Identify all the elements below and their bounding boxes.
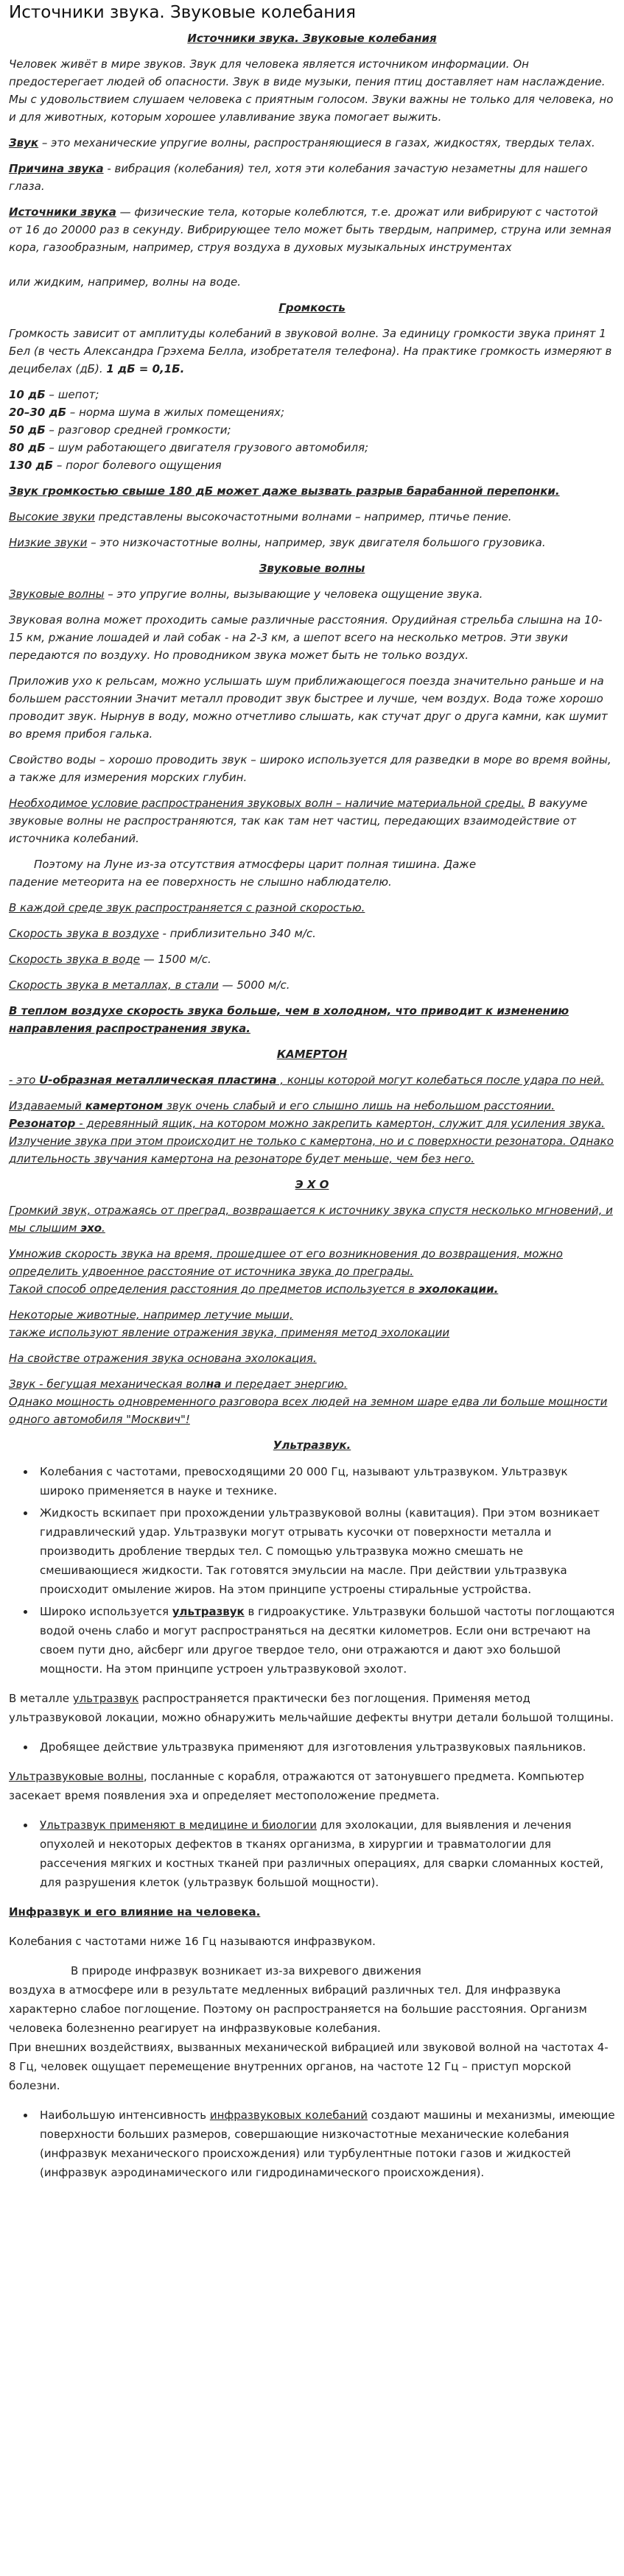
waves-paragraph-1: Звуковая волна может проходить самые различные расстояния. Орудийная стрельба слышна на 10-15 км, ржание лошадей и лай собак - на 2-3 км, а шепот всего на несколько метров. Эти звуки передаются по воздуху. Но проводником звука может быть не только воздух. xyxy=(9,613,603,662)
infrasound-paragraph-2: При внешних воздействиях, вызванных механической вибрацией или звуковой волной на частотах 4-8 Гц, человек ощущает перемещение внутренних органов, на частоте 12 Гц – приступ морской болезни. xyxy=(9,2041,609,2092)
db-row: 50 дБ – разговор средней громкости; xyxy=(9,423,231,437)
infrasound-paragraph: В природе инфразвук возникает из-за вихревого движения воздуха в атмосфере или в результате медленных вибраций различных тел. Для инфразвука характерно слабое поглощение. Поэтому он распространяется на большие расстояния. Организм человека болезненно реагирует на инфразвуковые колебания. xyxy=(9,1964,587,2035)
db-row: 130 дБ – порог болевого ощущения xyxy=(9,459,222,472)
cause-definition: Причина звука - вибрация (колебания) тел, хотя эти колебания зачастую незаметны для нашего глаза. xyxy=(9,162,588,193)
speed-metal: Скорость звука в металлах, в стали — 5000 м/с. xyxy=(9,978,290,992)
intro-paragraph: Человек живёт в мире звуков. Звук для человека является источником информации. Он предостерегает людей об опасности. Звук в виде музыки, пения птиц доставляет нам наслаждение. Мы с удовольствием слушаем человека с приятным голосом. Звуки важны не только для человека, но и для животных, которым хорошее улавливание звука помогает выжить. xyxy=(9,57,614,124)
waves-paragraph-2: Приложив ухо к рельсам, можно услышать шум приближающегося поезда значительно раньше и на большем расстоянии Значит металл проводит звук быстрее и лучше, чем воздух. Вода тоже хорошо проводит звук. Нырнув в воду, можно отчетливо слышать, как стучат друг о друга камни, как шумит во время прибоя галька. xyxy=(9,674,608,741)
section-heading-echo: Э Х О xyxy=(295,1178,329,1191)
waves-paragraph-3: Свойство воды – хорошо проводить звук – широко используется для разведки в море во время войны, а также для измерения морских глубин. xyxy=(9,753,611,784)
page-title: Источники звука. Звуковые колебания xyxy=(9,3,357,22)
low-sounds: Низкие звуки – это низкочастотные волны, например, звук двигателя большого грузовика. xyxy=(9,536,546,549)
link-ultrasonic-waves[interactable]: Ультразвуковые волны xyxy=(9,1770,144,1783)
db-list xyxy=(9,386,615,474)
crush-list xyxy=(9,1737,615,1757)
sound-definition: Звук – это механические упругие волны, распространяющиеся в газах, жидкостях, твердых телах. xyxy=(9,136,595,149)
link-infrasound[interactable]: инфразвуковых колебаний xyxy=(209,2109,368,2122)
term-cause: Причина звука xyxy=(9,162,104,175)
echo-paragraph-2: Умножив скорость звука на время, прошедшее от его возникновения до возвращения, можно определить удвоенное расстояние от источника звука до преграды. xyxy=(9,1247,563,1278)
energy-paragraph: Звук - бегущая механическая волна и передает энергию. Однако мощность одновременного разговора всех людей на земном шаре едва ли больше мощности одного автомобиля "Москвич"! xyxy=(9,1377,608,1426)
waves-definition: Звуковые волны – это упругие волны, вызывающие у человека ощущение звука. xyxy=(9,587,483,601)
link-ultrasound-medicine[interactable]: Ультразвук применяют в медицине и биологии xyxy=(40,1818,317,1832)
resonator-definition: Резонатор - деревянный ящик, на котором можно закрепить камертон, служит для усиления звука. xyxy=(9,1117,605,1130)
infrasound-heading: Инфразвук и его влияние на человека. xyxy=(9,1905,261,1919)
medicine-list xyxy=(9,1815,615,1892)
echo-paragraph-3: Такой способ определения расстояния до предметов используется в эхолокации. xyxy=(9,1282,499,1296)
section-heading-loudness: Громкость xyxy=(278,301,346,314)
loud-warning: Звук громкостью свыше 180 дБ может даже вызвать разрыв барабанной перепонки. xyxy=(9,484,560,498)
loudness-paragraph: Громкость зависит от амплитуды колебаний в звуковой волне. За единицу громкости звука принят 1 Бел (в честь Александра Грэхема Белла, изобретателя телефона). На практике громкость измеряют в децибелах (дБ). 1 дБ = 0,1Б. xyxy=(9,327,612,375)
fork-definition: - это U-образная металлическая пластина , концы которой могут колебаться после удара по ней. xyxy=(9,1073,604,1087)
fork-sound: Издаваемый камертоном звук очень слабый и его слышно лишь на небольшом расстоянии. xyxy=(9,1099,555,1112)
db-row: 10 дБ – шепот; xyxy=(9,388,99,401)
list-item: • Жидкость вскипает при прохождении ультразвуковой волны (кавитация). При этом возникает гидравлический удар. Ультразвуки могут отрывать кусочки от поверхности металла и производить дробление твердых тел. С помощью ультразвука можно смешать не смешивающиеся жидкости. Так готовятся эмульсии на масле. При действии ультразвука происходит омыление жиров. На этом принципе устроены стиральные устройства. xyxy=(35,1503,615,1599)
section-heading-tuning-fork: КАМЕРТОН xyxy=(276,1048,348,1061)
infrasound-definition: Колебания с частотами ниже 16 Гц называются инфразвуком. xyxy=(9,1935,376,1948)
ultrasound-section xyxy=(9,1462,615,2182)
emission-paragraph: Излучение звука при этом происходит не только с камертона, но и с поверхности резонатора. Однако длительность звучания камертона на резонаторе будет меньше, чем без него. xyxy=(9,1135,614,1165)
link-ultrasound-metal[interactable]: ультразвук xyxy=(72,1692,139,1705)
moon-paragraph: Поэтому на Луне из-за отсутствия атмосферы царит полная тишина. Даже падение метеорита на ее поверхность не слышно наблюдателю. xyxy=(9,858,477,889)
infrasound-list xyxy=(9,2106,615,2182)
section-heading-ultrasound: Ультразвук. xyxy=(273,1439,351,1452)
db-row: 20–30 дБ – норма шума в жилых помещениях; xyxy=(9,406,285,419)
list-item: • Наибольшую интенсивность инфразвуковых колебаний создают машины и механизмы, имеющие поверхности больших размеров, совершающие низкочастотные механические колебания (инфразвук механического происхождения) или турбулентные потоки газов и жидкостей (инфразвук аэродинамического или гидродинамического происхождения). xyxy=(35,2106,615,2182)
term-sound: Звук xyxy=(9,136,39,149)
high-sounds: Высокие звуки представлены высокочастотными волнами – например, птичье пение. xyxy=(9,510,512,523)
link-ultrasound[interactable]: ультразвук xyxy=(172,1605,245,1618)
db-row: 80 дБ – шум работающего двигателя грузового автомобиля; xyxy=(9,441,369,454)
list-item: • Ультразвук применяют в медицине и биологии для эхолокации, для выявления и лечения опухолей и некоторых дефектов в тканях организма, в хирургии и травматологии для рассечения мягких и костных тканей при различных операциях, для сварки сломанных костей, для разрушения клеток (ультразвук большой мощности). xyxy=(35,1815,615,1892)
sources-definition: Источники звука — физические тела, которые колеблются, т.е. дрожат или вибрируют с частотой от 16 до 20000 раз в секунду. Вибрирующее тело может быть твердым, например, струна или земная кора, газообразным, например, струя воздуха в духовых музыкальных инструментах xyxy=(9,205,611,254)
speed-note: В каждой среде звук распространяется с разной скоростью. xyxy=(9,901,365,914)
list-item: • Широко используется ультразвук в гидроакустике. Ультразвуки большой частоты поглощаются водой очень слабо и могут распространяться на десятки километров. Если они встречают на своем пути дно, айсберг или другое твердое тело, они отражаются и дают эхо большой мощности. На этом принципе устроен ультразвуковой эхолот. xyxy=(35,1602,615,1679)
term-sources: Источники звука xyxy=(9,205,116,219)
sources-definition-end: или жидким, например, волны на воде. xyxy=(9,275,241,289)
echo-paragraph-1: Громкий звук, отражаясь от преград, возвращается к источнику звука спустя несколько мгновений, и мы слышим эхо. xyxy=(9,1204,613,1235)
section-heading-waves: Звуковые волны xyxy=(259,562,365,575)
echolocation-note: На свойстве отражения звука основана эхолокация. xyxy=(9,1352,317,1365)
metal-paragraph: В металле ультразвук распространяется практически без поглощения. Применяя метод ультразвуковой локации, можно обнаружить мельчайшие дефекты внутри детали большой толщины. xyxy=(9,1692,614,1724)
speed-air: Скорость звука в воздухе - приблизительно 340 м/с. xyxy=(9,927,316,940)
medium-paragraph: Необходимое условие распространения звуковых волн – наличие материальной среды. В вакууме звуковые волны не распространяются, так как там нет частиц, передающих взаимодействие от источника колебаний. xyxy=(9,797,588,845)
signals-paragraph: Ультразвуковые волны, посланные с корабля, отражаются от затонувшего предмета. Компьютер засекает время появления эха и определяет местоположение предмета. xyxy=(9,1770,584,1802)
ultrasound-list xyxy=(9,1462,615,1679)
warm-air-paragraph: В теплом воздухе скорость звука больше, чем в холодном, что приводит к изменению направления распространения звука. xyxy=(9,1004,569,1035)
list-item: • Колебания с частотами, превосходящими 20 000 Гц, называют ультразвуком. Ультразвук широко применяется в науке и технике. xyxy=(35,1462,615,1500)
document-body xyxy=(9,29,615,1454)
animals-paragraph: Некоторые животные, например летучие мыши, также используют явление отражения звука, применяя метод эхолокации xyxy=(9,1308,450,1339)
section-heading-sources: Источники звука. Звуковые колебания xyxy=(187,32,437,45)
speed-water: Скорость звука в воде — 1500 м/с. xyxy=(9,953,211,966)
list-item: • Дробящее действие ультразвука применяют для изготовления ультразвуковых паяльников. xyxy=(35,1737,615,1757)
